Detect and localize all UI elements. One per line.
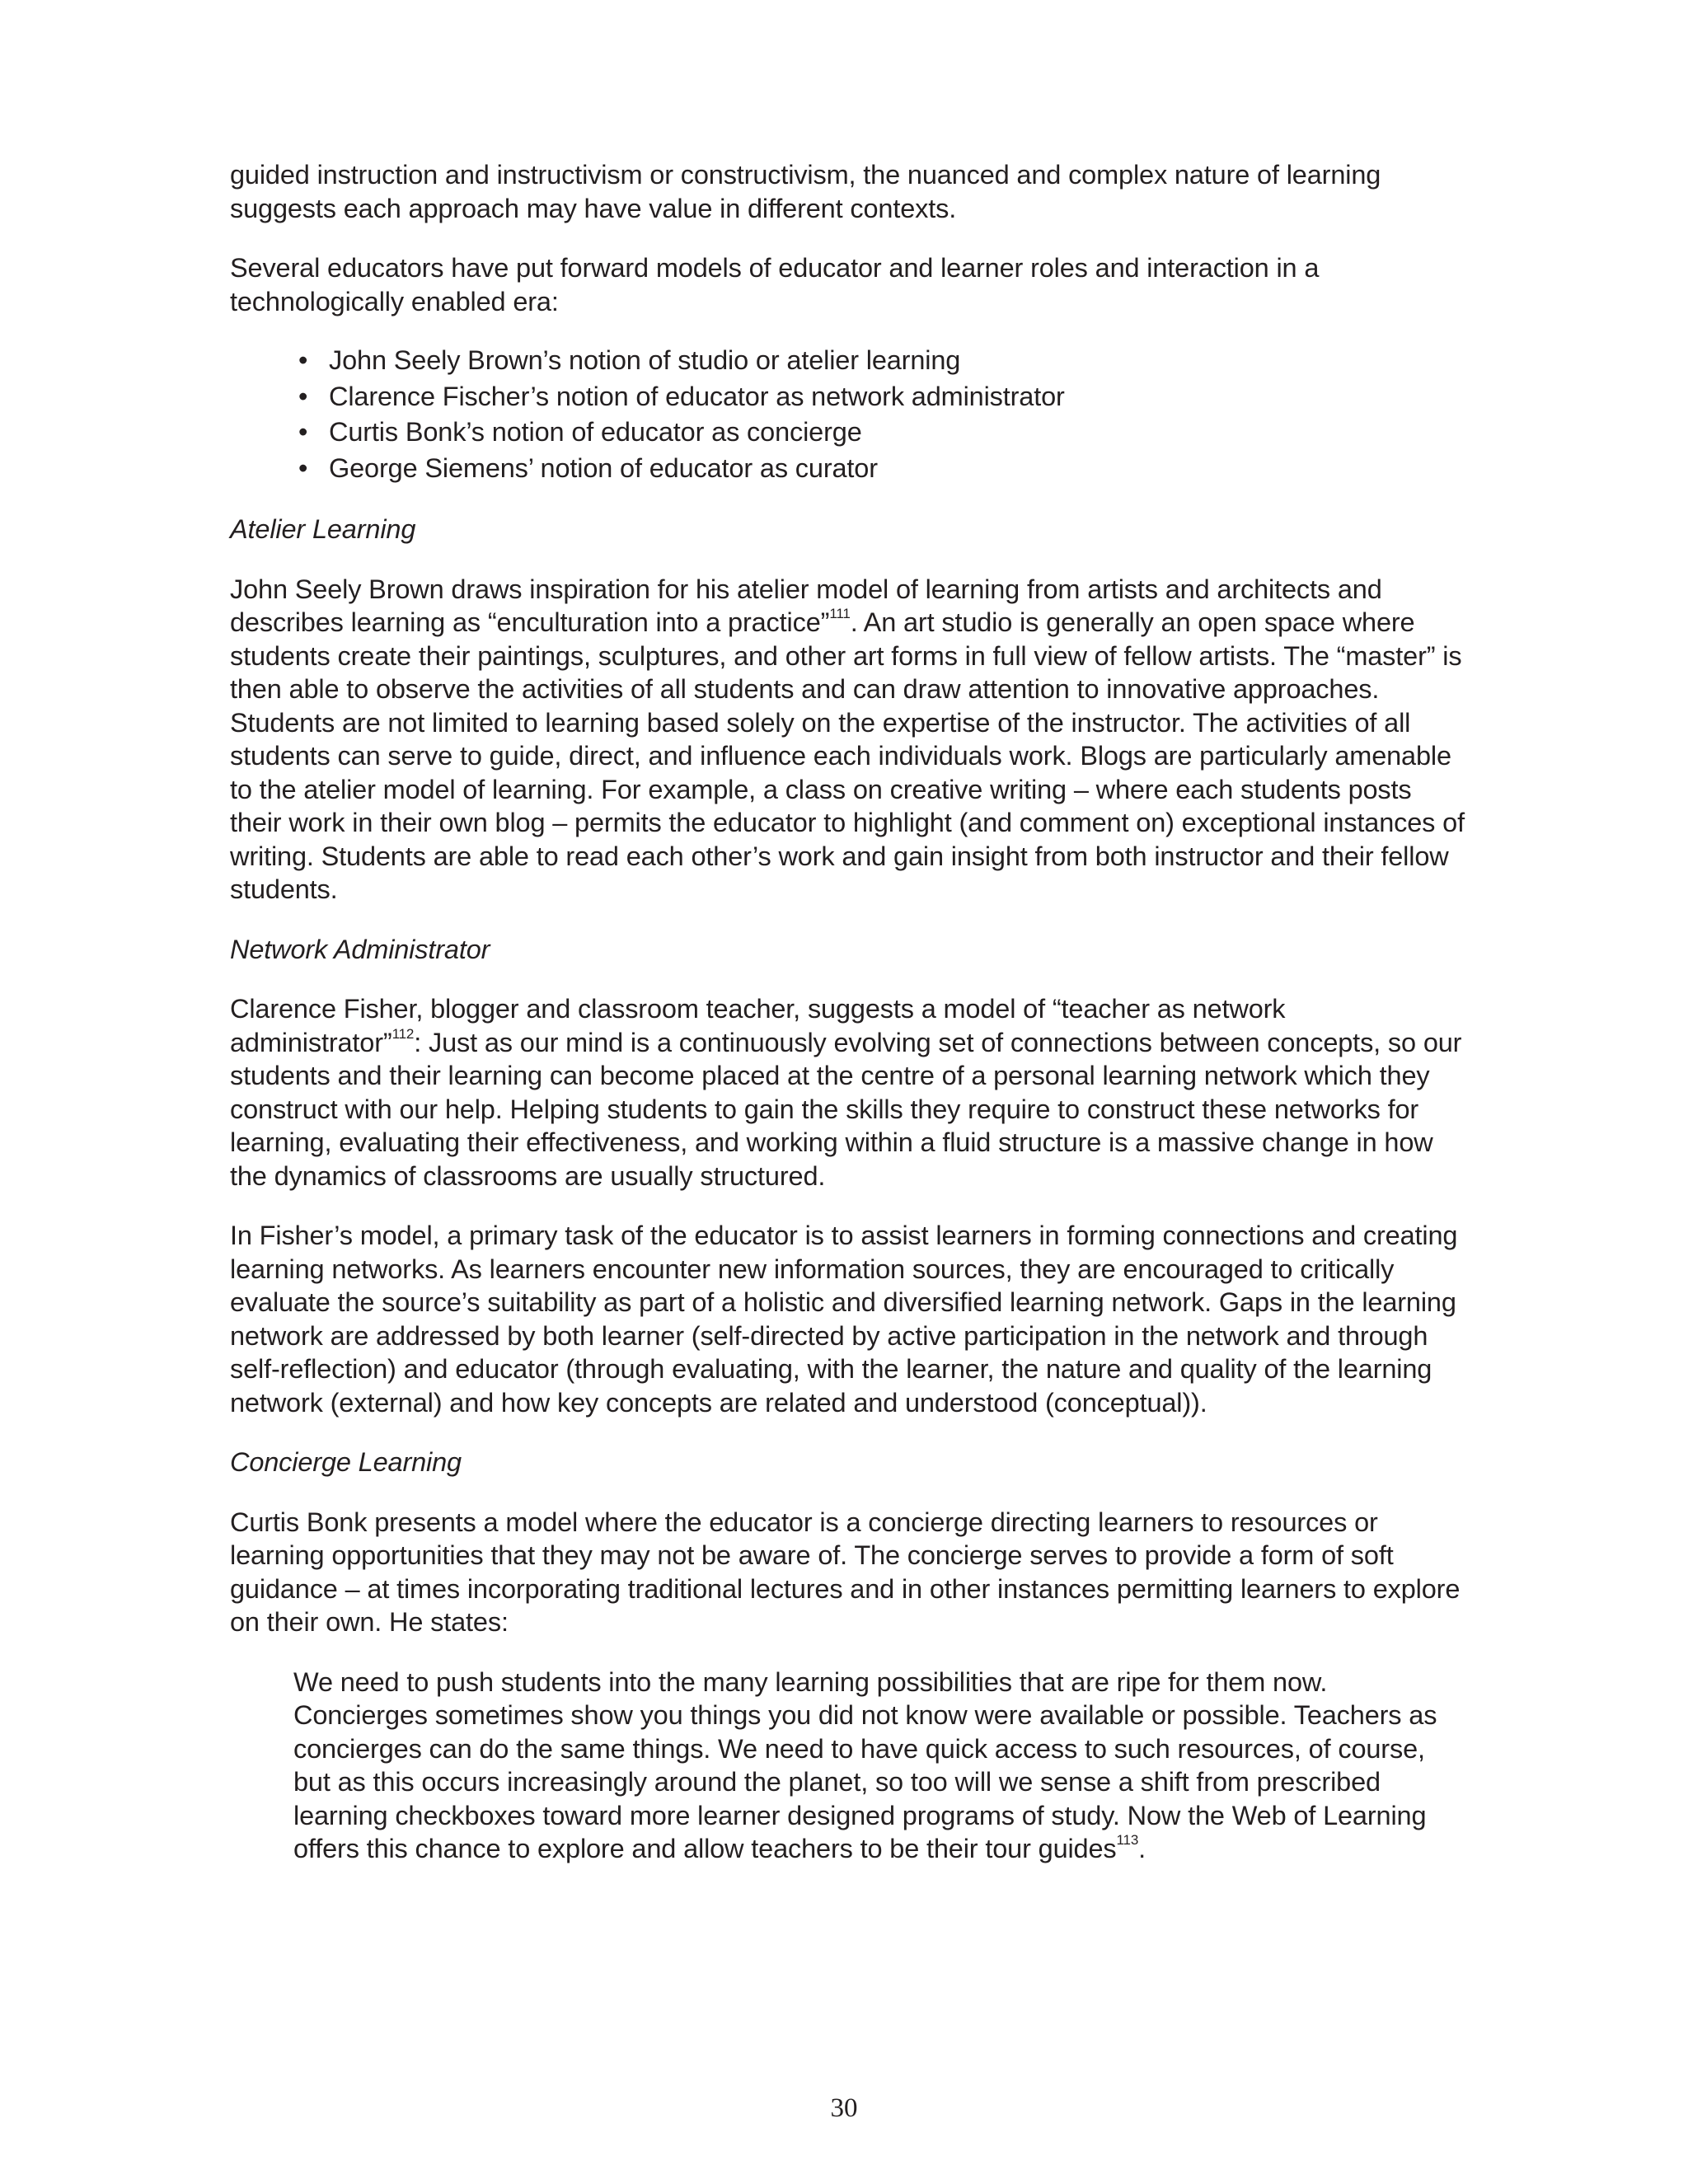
network-administrator-paragraph [230, 992, 1466, 1193]
list-item-text: George Siemens’ notion of educator as curator [329, 452, 878, 483]
atelier-learning-heading: Atelier Learning [230, 514, 416, 544]
paragraph-text: : Just as our mind is a continuously evolving set of connections between concepts, so our students and their learning can become placed at the centre of a personal learning network which they construct with our help. Helping students to gain the skills they require to construct these networks for learning, evaluating their effectiveness, and working within a fluid structure is a massive change in how the dynamics of classrooms are usually structured. [230, 1027, 1462, 1191]
list-item [230, 343, 1466, 379]
bullet-icon: • [298, 345, 308, 375]
list-item-text: John Seely Brown’s notion of studio or atelier learning [329, 345, 961, 375]
network-administrator-heading: Network Administrator [230, 934, 490, 964]
list-item-text: Clarence Fischer’s notion of educator as network administrator [329, 381, 1065, 411]
intro-paragraph: guided instruction and instructivism or constructivism, the nuanced and complex nature of learning suggests each approach may have value in different contexts. [230, 160, 1381, 223]
list-item-text: Curtis Bonk’s notion of educator as concierge [329, 417, 862, 447]
page-number: 30 [830, 2093, 858, 2123]
list-item [230, 415, 1466, 451]
list-item [230, 379, 1466, 415]
footnote-marker: 112 [392, 1025, 415, 1042]
list-item [230, 451, 1466, 487]
page-body [230, 158, 1466, 1866]
bullet-icon: • [298, 381, 308, 411]
fisher-model-paragraph: In Fisher’s model, a primary task of the educator is to assist learners in forming connections and creating learning networks. As learners encounter new information sources, they are encouraged to critically evaluate the source’s suitability as part of a holistic and diversified learning network. Gaps in the learning network are addressed by both learner (self-directed by active participation in the network and through self-reflection) and educator (through evaluating, with the learner, the nature and quality of the learning network (external) and how key concepts are related and understood (conceptual)). [230, 1221, 1458, 1418]
quote-text: We need to push students into the many learning possibilities that are ripe for them now. Concierges sometimes show you things you did not know were available or possible. Teachers as concierges can do the same things. We need to have quick access to such resources, of course, but as this occurs increasingly around the planet, so too will we sense a shift from prescribed learning checkboxes toward more learner designed programs of study. Now the Web of Learning offers this chance to explore and allow teachers to be their tour guides [293, 1666, 1437, 1863]
bullet-icon: • [298, 417, 308, 447]
block-quote [230, 1666, 1466, 1866]
educator-models-list [230, 343, 1466, 486]
paragraph-text: John Seely Brown draws inspiration for his atelier model of learning from artists and architects and describes learning as “enculturation into a practice” [230, 574, 1382, 637]
paragraph-text: . An art studio is generally an open space where students create their paintings, sculptures, and other art forms in full view of fellow artists. The “master” is then able to observe the activities of all students and can draw attention to innovative approaches. Students are not limited to learning based solely on the expertise of the instructor. The activities of all students can serve to guide, direct, and influence each individuals work. Blogs are particularly amenable to the atelier model of learning. For example, a class on creative writing – where each students posts their work in their own blog – permits the educator to highlight (and comment on) exceptional instances of writing. Students are able to read each other’s work and gain insight from both instructor and their fellow students. [230, 607, 1465, 904]
paragraph-text: Clarence Fisher, blogger and classroom teacher, suggests a model of “teacher as network administrator” [230, 994, 1286, 1057]
concierge-learning-heading: Concierge Learning [230, 1447, 462, 1477]
atelier-learning-paragraph [230, 573, 1466, 907]
bullet-icon: • [298, 452, 308, 483]
footnote-marker: 113 [1116, 1832, 1139, 1849]
concierge-learning-paragraph: Curtis Bonk presents a model where the educator is a concierge directing learners to resources or learning opportunities that they may not be aware of. The concierge serves to provide a form of soft guidance – at times incorporating traditional lectures and in other instances permitting learners to explore on their own. He states: [230, 1507, 1461, 1637]
models-intro-paragraph: Several educators have put forward models of educator and learner roles and interaction in a technologically enabled era: [230, 253, 1320, 316]
footnote-marker: 111 [829, 606, 851, 622]
quote-end: . [1138, 1834, 1146, 1863]
